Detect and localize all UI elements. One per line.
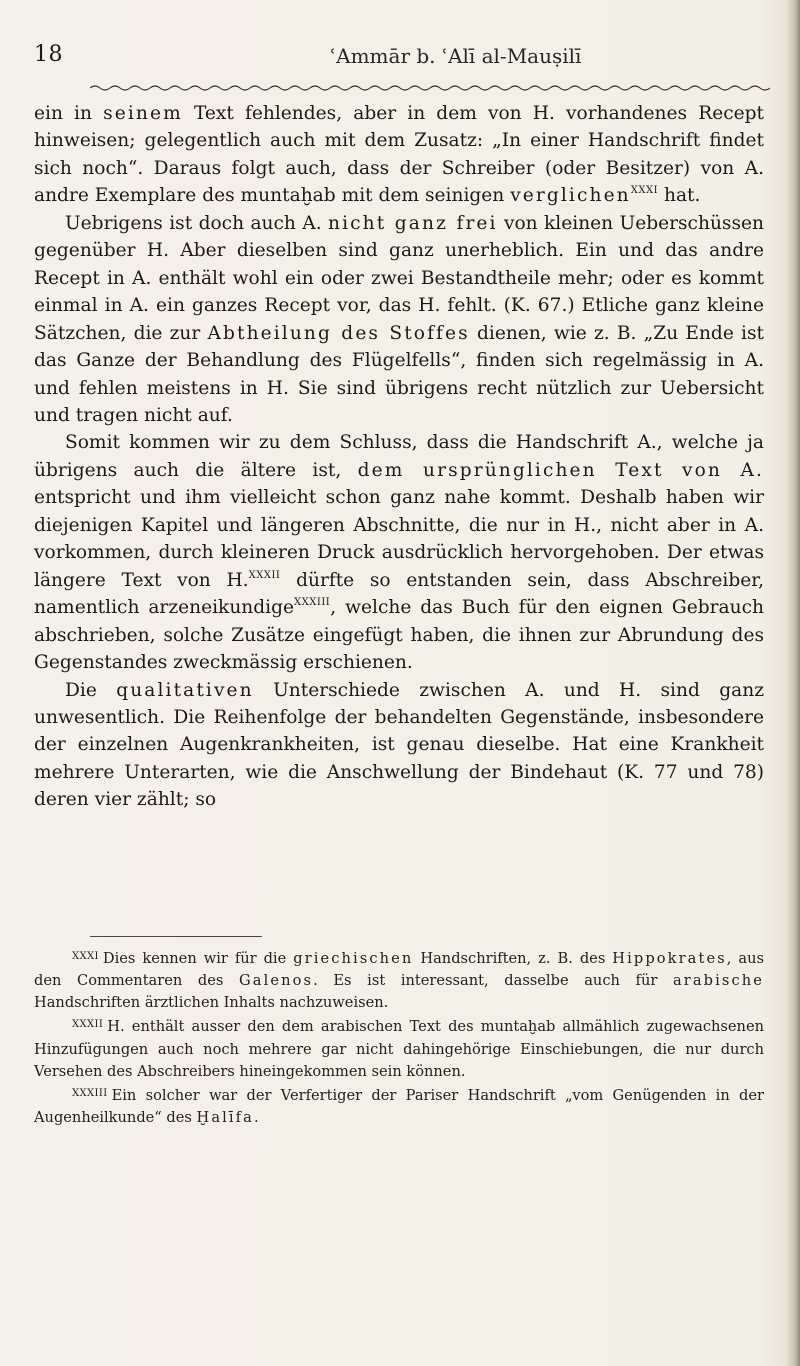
- running-title: ʿAmmār b. ʿAlī al-Mauṣilī: [330, 44, 582, 68]
- spaced-text: nicht ganz frei: [328, 212, 498, 234]
- page-header: [34, 42, 760, 72]
- text-span: Die: [65, 679, 117, 701]
- text-span: Handschriften ärztlichen Inhalts nachzuweisen.: [34, 994, 389, 1012]
- text-span: Dies kennen wir für die: [102, 950, 294, 967]
- footnote-ref: XXXI: [630, 185, 659, 197]
- text-span: Unterschiede zwischen A. und H. sind ganz unwesentlich. Die Reihenfolge der behandelten Gegenstände, insbesondere der einzelnen Augenkrankheiten, ist genau dieselbe. Hat eine Krankheit mehrere Unterarten, wie die Anschwellung der Bindehaut (K. 77 und 78) deren vier zählt; so: [34, 679, 764, 811]
- body-text: [34, 100, 764, 814]
- paragraph-2: [34, 210, 764, 430]
- spaced-text: Abtheilung des Stoffes: [207, 322, 470, 344]
- footnote-rule: [90, 936, 262, 937]
- footnote-ref: XXXIII: [294, 597, 331, 609]
- text-span: von kleinen Ueberschüssen gegenüber H. Aber dieselben sind ganz unerheblich. Ein und das andre Recept in A. enthält wohl ein oder zwei Bestandtheile mehr; oder es kommt einmal in A. ein ganzes Recept vor, das H. fehlt. (K. 67.) Etliche ganz kleine Sätzchen, die zur: [34, 212, 764, 344]
- header-ornament: [90, 84, 770, 92]
- spaced-text: verglichen: [510, 185, 631, 207]
- paragraph-3: [34, 429, 764, 676]
- footnote-ref: XXXII: [248, 569, 281, 581]
- paragraph-1: [34, 100, 764, 210]
- spaced-text: arabische: [672, 972, 764, 990]
- text-span: , aus den Commentaren des: [34, 950, 764, 990]
- text-span: H. enthält ausser den dem arabischen Text des muntaḫab allmählich zugewachsenen Hinzufügungen auch noch mehrere gar nicht dahingehörige Einschiebungen, die nur durch Versehen des Abschreibers hineingekommen sein können.: [34, 1018, 764, 1080]
- text-span: , welche das Buch für den eignen Gebrauch abschrieben, solche Zusätze eingefügt haben, die ihnen zur Abrundung des Gegenstandes zweckmässig erschienen.: [34, 597, 764, 674]
- spaced-text: griechischen: [293, 950, 414, 967]
- text-span: Ein solcher war der Verfertiger der Pariser Handschrift „vom Genügenden in der Augenheilkunde“ des: [34, 1086, 764, 1127]
- footnote: [34, 946, 764, 1014]
- text-span: . Es ist interessant, dasselbe auch für: [313, 972, 673, 990]
- text-span: Somit kommen wir zu dem Schluss, dass die Handschrift A., welche ja übrigens auch die ältere ist,: [34, 432, 764, 481]
- text-span: Uebrigens ist doch auch A.: [65, 212, 329, 234]
- footnote-mark: XXXI: [72, 951, 99, 962]
- spaced-text: Ḫalīfa: [196, 1109, 254, 1127]
- text-span: .: [253, 1109, 259, 1127]
- text-span: entspricht und ihm vielleicht schon ganz nahe kommt. Deshalb haben wir diejenigen Kapitel und längeren Abschnitte, die nur in H., nicht aber in A. vorkommen, durch kleineren Druck ausdrücklich hervorgehoben. Der etwas längere Text von H.: [34, 487, 764, 591]
- footnotes: [34, 946, 764, 1129]
- page-number: 18: [34, 42, 63, 67]
- text-span: Text fehlendes, aber in dem von H. vorhandenes Recept hinweisen; gelegentlich auch mit dem Zusatz: „In einer Handschrift findet sich noch“. Daraus folgt auch, dass der Schreiber (oder Besitzer) von A. andre Exemplare des muntaḫab mit dem seinigen: [34, 103, 764, 207]
- footnote: [34, 1083, 764, 1129]
- text-span: dienen, wie z. B. „Zu Ende ist das Ganze der Behandlung des Flügelfells“, finden sich regelmässig in A. und fehlen meistens in H. Sie sind übrigens recht nützlich zur Uebersicht und tragen nicht auf.: [34, 322, 764, 426]
- spaced-text: qualitativen: [116, 679, 254, 701]
- page-edge: [786, 0, 800, 1366]
- text-span: hat.: [658, 185, 701, 207]
- footnote-mark: XXXIII: [72, 1087, 108, 1099]
- text-span: Handschriften, z. B. des: [413, 950, 613, 967]
- spaced-text: dem ursprünglichen Text von A.: [357, 459, 765, 481]
- paragraph-4: [34, 677, 764, 814]
- text-span: dürfte so entstanden sein, dass Abschreiber, namentlich arzeneikundige: [34, 569, 764, 619]
- footnote-mark: XXXII: [72, 1019, 104, 1031]
- footnote: [34, 1014, 764, 1082]
- spaced-text: seinem: [103, 103, 183, 124]
- spaced-text: Hippokrates: [612, 950, 727, 967]
- spaced-text: Galenos: [239, 972, 314, 990]
- text-span: ein in: [34, 103, 104, 124]
